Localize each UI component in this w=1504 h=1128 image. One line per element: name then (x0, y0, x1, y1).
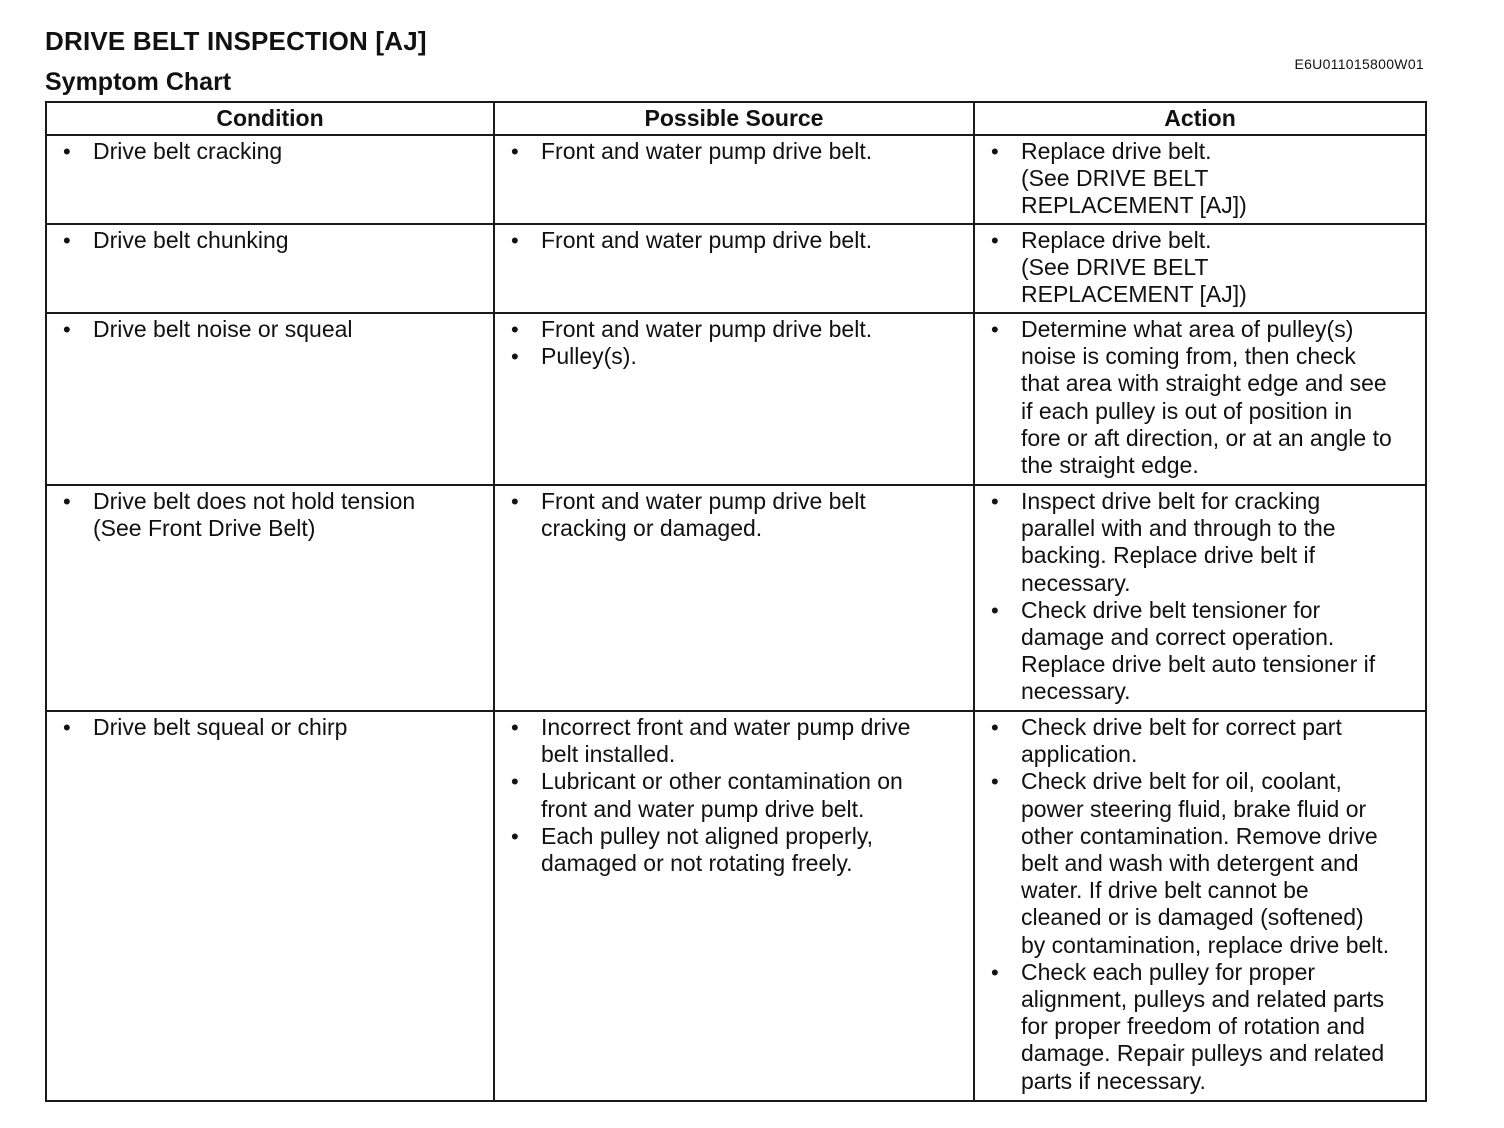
action-cell (974, 135, 1426, 224)
bullet-icon: • (511, 823, 519, 849)
bullet-icon: • (511, 344, 519, 370)
bullet-icon: • (991, 139, 999, 164)
condition-cell (46, 135, 494, 224)
bullet-icon: • (511, 228, 519, 253)
list-item (61, 227, 487, 254)
item-text: Pulley(s). (541, 343, 637, 370)
item-text: Drive belt cracking (93, 138, 283, 164)
bullet-list (989, 488, 1419, 706)
column-header-possible-source: Possible Source (494, 102, 974, 135)
table-row (46, 313, 1426, 485)
list-item (509, 138, 967, 165)
bullet-list (509, 316, 967, 370)
list-item (509, 768, 967, 822)
bullet-icon: • (511, 769, 519, 795)
item-text: Replace drive belt. (See DRIVE BELT REPLACEMENT [AJ]) (1021, 138, 1247, 219)
bullet-icon: • (511, 317, 519, 342)
bullet-list (989, 227, 1419, 309)
item-text: Check each pulley for proper alignment, pulleys and related parts for proper freedom of rotation and damage. Repair pulleys and related parts if necessary. (1021, 958, 1385, 1094)
item-text: Lubricant or other contamination on front and water pump drive belt. (541, 768, 903, 822)
section-subtitle: Symptom Chart (45, 68, 232, 96)
bullet-icon: • (511, 139, 519, 164)
bullet-list (509, 714, 967, 877)
possible-source-cell (494, 224, 974, 313)
page-title: DRIVE BELT INSPECTION [AJ] (45, 26, 427, 56)
item-text: Check drive belt for correct part application. (1021, 714, 1342, 768)
bullet-list (61, 138, 487, 165)
list-item (989, 138, 1419, 220)
bullet-icon: • (63, 228, 71, 253)
bullet-icon: • (991, 317, 999, 342)
list-item (509, 316, 967, 343)
bullet-icon: • (991, 489, 999, 514)
bullet-list (61, 714, 487, 741)
action-cell (974, 313, 1426, 485)
list-item (989, 227, 1419, 309)
list-item (989, 488, 1419, 597)
column-header-condition: Condition (46, 102, 494, 135)
bullet-list (61, 316, 487, 343)
possible-source-cell (494, 313, 974, 485)
bullet-list (509, 488, 967, 542)
bullet-list (509, 138, 967, 165)
list-item (509, 823, 967, 877)
action-cell (974, 711, 1426, 1101)
list-item (989, 597, 1419, 706)
item-text: Drive belt noise or squeal (93, 316, 353, 342)
table-body (46, 135, 1426, 1101)
bullet-icon: • (63, 139, 71, 164)
list-item (509, 227, 967, 254)
bullet-list (989, 316, 1419, 479)
item-text: Front and water pump drive belt. (541, 138, 873, 164)
bullet-icon: • (991, 715, 999, 740)
bullet-icon: • (63, 489, 71, 514)
item-text: Drive belt does not hold tension (See Front Drive Belt) (93, 488, 416, 542)
condition-cell (46, 313, 494, 485)
item-text: Inspect drive belt for cracking parallel with and through to the backing. Replace drive belt if necessary. (1021, 488, 1336, 596)
bullet-icon: • (991, 769, 999, 795)
condition-cell (46, 711, 494, 1101)
item-text: Determine what area of pulley(s) noise is coming from, then check that area with straight edge and see if each pulley is out of position in fore or aft direction, or at an angle to the straight edge. (1021, 316, 1392, 479)
item-text: Check drive belt for oil, coolant, power steering fluid, brake fluid or other contamination. Remove drive belt and wash with detergent and water. If drive belt cannot be cleaned or is damaged (softened) by contamination, replace drive belt. (1021, 768, 1390, 958)
action-cell (974, 224, 1426, 313)
list-item (61, 714, 487, 741)
item-text: Drive belt chunking (93, 227, 289, 253)
table-header-row (46, 102, 1426, 135)
bullet-icon: • (991, 959, 999, 985)
list-item (989, 316, 1419, 479)
bullet-icon: • (991, 597, 999, 623)
bullet-list (509, 227, 967, 254)
symptom-chart-table (45, 101, 1427, 1102)
column-header-action: Action (974, 102, 1426, 135)
action-cell (974, 485, 1426, 711)
condition-cell (46, 485, 494, 711)
table-row (46, 224, 1426, 313)
table-row (46, 711, 1426, 1101)
bullet-icon: • (63, 317, 71, 342)
bullet-icon: • (511, 715, 519, 740)
possible-source-cell (494, 711, 974, 1101)
bullet-list (989, 714, 1419, 1095)
document-code: E6U011015800W01 (1294, 56, 1424, 72)
bullet-list (61, 227, 487, 254)
list-item (61, 488, 487, 542)
list-item (509, 714, 967, 768)
possible-source-cell (494, 485, 974, 711)
bullet-list (61, 488, 487, 542)
table-row (46, 135, 1426, 224)
list-item (989, 768, 1419, 958)
bullet-icon: • (511, 489, 519, 514)
bullet-icon: • (63, 715, 71, 740)
bullet-icon: • (991, 228, 999, 253)
item-text: Drive belt squeal or chirp (93, 714, 348, 740)
item-text: Each pulley not aligned properly, damaged or not rotating freely. (541, 822, 874, 877)
table-row (46, 485, 1426, 711)
list-item (61, 316, 487, 343)
item-text: Front and water pump drive belt cracking or damaged. (541, 488, 866, 542)
item-text: Front and water pump drive belt. (541, 316, 873, 342)
list-item (989, 959, 1419, 1095)
item-text: Replace drive belt. (See DRIVE BELT REPLACEMENT [AJ]) (1021, 227, 1247, 308)
item-text: Front and water pump drive belt. (541, 227, 873, 253)
bullet-list (989, 138, 1419, 220)
list-item (989, 714, 1419, 768)
condition-cell (46, 224, 494, 313)
list-item (61, 138, 487, 165)
list-item (509, 488, 967, 542)
possible-source-cell (494, 135, 974, 224)
item-text: Check drive belt tensioner for damage and correct operation. Replace drive belt auto tensioner if necessary. (1021, 596, 1376, 705)
list-item (509, 343, 967, 370)
item-text: Incorrect front and water pump drive belt installed. (541, 714, 911, 768)
